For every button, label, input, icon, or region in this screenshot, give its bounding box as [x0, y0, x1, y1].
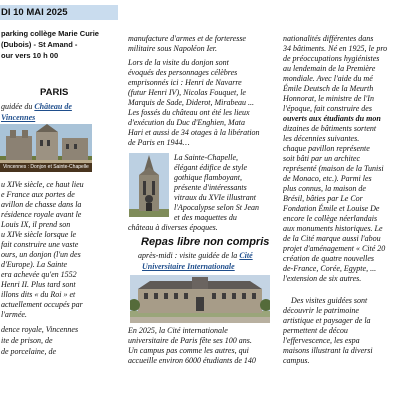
- chateau-link[interactable]: Château de: [34, 102, 72, 111]
- text-line: représenté (maison de la Tunisi: [283, 164, 384, 173]
- text-line: découvrir le patrimoine: [283, 306, 359, 315]
- text-line: artistique et paysager de la: [283, 316, 371, 325]
- text-line: Des visites guidées sont: [291, 296, 368, 305]
- text-line: l'extension de six autres.: [283, 274, 362, 283]
- text-line: de la Cité marque aussi l'abou: [283, 234, 381, 243]
- text-line: projet d'aménagement « Cité 20: [283, 244, 386, 253]
- chapelle-illustration: [129, 153, 169, 217]
- text-line: soit bâti par un architec: [283, 154, 361, 163]
- text-line: gothique flamboyant,: [174, 173, 242, 182]
- text-line: universitaire de Paris fête ses 100 ans.: [128, 336, 252, 345]
- text-line: présente d'intéressants: [174, 183, 247, 192]
- text-line: de Paris en 1944…: [128, 138, 190, 147]
- text-line: chaque pavillon représente: [283, 144, 370, 153]
- text-line: de porcelaine, de: [1, 347, 57, 356]
- column-middle: [124, 0, 276, 400]
- afternoon-visit: [138, 250, 276, 272]
- later-paragraph: [1, 324, 118, 357]
- history-paragraph: [1, 180, 118, 320]
- text-line: Louis IX, il prend son: [1, 220, 71, 229]
- text-line: ours, un donjon (l'un des: [1, 250, 81, 259]
- cite-universitaire-photo: [130, 275, 270, 323]
- vincennes-photo: [0, 124, 92, 172]
- text-line: Les fossés du château ont été les lieux: [128, 108, 250, 117]
- cite-illustration: [130, 275, 270, 323]
- text-line: Honnorat, le ministre de l'In: [283, 94, 374, 103]
- text-line: accueille environ 6000 étudiants de 140: [128, 356, 256, 365]
- universitaire-link[interactable]: Universitaire Internationale: [142, 262, 235, 271]
- text-line: dizaines de bâtiments sortent: [283, 124, 377, 133]
- text-line: d'Europe). La Sainte: [1, 260, 68, 269]
- text-line: l'époque, fait construire des: [283, 104, 372, 113]
- text-line: Émile Deutsch de la Meurth: [283, 84, 374, 93]
- text-line: 34 bâtiments. Né en 1925, le pro: [283, 44, 388, 53]
- text-line: La Sainte-Chapelle,: [174, 153, 238, 162]
- meeting-point: [1, 28, 118, 61]
- text-line: u XIVe siècle, ce haut lieu: [1, 180, 84, 189]
- text-line: encore le collège néerlandais: [283, 214, 378, 223]
- text-line: au lendemain de la Première: [283, 64, 376, 73]
- text-line: de-France, Corée, Egypte, ...: [283, 264, 377, 273]
- text-line: emprisonnés ici : Henri de Navarre: [128, 78, 242, 87]
- donjon-paragraph: [128, 58, 276, 148]
- text-line: u XIVe siècle lorsque le: [1, 230, 77, 239]
- text-line: campus.: [283, 356, 310, 365]
- text-line: Brésil, bâties par Le Cor: [283, 194, 363, 203]
- text-line: Hari et aussi de 34 otages à la libération: [128, 128, 260, 137]
- text-line: l'effervescence, les espa: [283, 336, 360, 345]
- text-line: dence royale, Vincennes: [1, 325, 79, 334]
- meeting-line: (Dubois) - St Amand -: [1, 40, 78, 49]
- text-line: mondiale. Avec l'aide du mé: [283, 74, 373, 83]
- text-line: de préoccupations hygiénistes: [283, 54, 380, 63]
- text-line: nationalités différentes dans: [283, 34, 374, 43]
- text-line: d'exécution du Duc d'Enghien, Mata: [128, 118, 245, 127]
- text-line: e France aux portes de: [1, 190, 75, 199]
- intro-paragraph: [128, 34, 276, 54]
- text-line: fait construire une vaste: [1, 240, 79, 249]
- text-line: évoqués des personnages célèbres: [128, 68, 238, 77]
- text-line: aux monuments historiques. Le: [283, 224, 383, 233]
- text-line: manufacture d'armes et de forteresse: [128, 34, 246, 43]
- column-left: [0, 0, 118, 400]
- text-line: élégant édifice de style: [174, 163, 248, 172]
- text-line: avillon de chasse dans la: [1, 200, 82, 209]
- afternoon-prefix: après-midi : visite guidée de la: [138, 251, 240, 260]
- text-line: permettent de décou: [283, 326, 348, 335]
- city-heading: PARIS: [40, 87, 69, 98]
- text-line: résidence royale avant le: [1, 210, 82, 219]
- text-line: l'Apocalypse selon St Jean: [174, 203, 260, 212]
- chapelle-last-line: [128, 223, 276, 233]
- meeting-line: our vers 10 h 00: [1, 51, 59, 60]
- text-line: Fondation Émile et Louise De: [283, 204, 380, 213]
- text-line: era achevée qu'en 1552: [1, 270, 77, 279]
- meeting-line: parking collège Marie Curie: [1, 29, 99, 38]
- text-line: actuellement occupés par: [1, 300, 83, 309]
- text-line: de Monaco, etc.). Parmi les: [283, 174, 372, 183]
- chapelle-paragraph: [174, 153, 276, 223]
- visits-paragraph: [283, 296, 400, 366]
- cite-history-paragraph: [283, 34, 400, 284]
- text-line: Marquis de Sade, Diderot, Mirabeau ...: [128, 98, 255, 107]
- text-line: Henri II. Plus tard sont: [1, 280, 76, 289]
- column-right: [283, 0, 400, 400]
- text-line: illons dits « du Roi » et: [1, 290, 76, 299]
- text-line: château à diverses époques.: [128, 223, 218, 232]
- date-banner: DI 10 MAI 2025: [0, 5, 118, 20]
- sainte-chapelle-photo: [129, 153, 169, 217]
- guide-prefix: guidée du: [1, 102, 35, 111]
- text-line: Un campus pas comme les autres, qui: [128, 346, 249, 355]
- text-line: l'armée.: [1, 310, 27, 319]
- text-line: maisons illustrant la diversi: [283, 346, 373, 355]
- text-line: création de quatre nouvelles: [283, 254, 375, 263]
- text-line: En 2025, la Cité internationale: [128, 326, 228, 335]
- text-line: et des maquettes du: [174, 213, 237, 222]
- text-line: ite de prison, de: [1, 336, 53, 345]
- text-line: Lors de la visite du donjon sont: [128, 58, 229, 67]
- photo-caption: Vincennes : Donjon et Sainte-Chapelle: [0, 163, 92, 172]
- text-line: vitraux du XVIe illustrant: [174, 193, 256, 202]
- lunch-heading: Repas libre non compris: [141, 236, 270, 248]
- text-line: plus connus, la maison de: [283, 184, 366, 193]
- text-line: ouverts aux étudiants du mon: [283, 114, 381, 123]
- cite-link[interactable]: Cité: [239, 251, 253, 260]
- morning-visit: [1, 101, 118, 123]
- text-line: les décennies suivantes.: [283, 134, 360, 143]
- text-line: militaire sous Napoléon Ier.: [128, 44, 218, 53]
- vincennes-link[interactable]: Vincennes: [1, 113, 36, 122]
- cite-paragraph: [128, 326, 276, 366]
- text-line: (futur Henri IV), Nicolas Fouquet, le: [128, 88, 246, 97]
